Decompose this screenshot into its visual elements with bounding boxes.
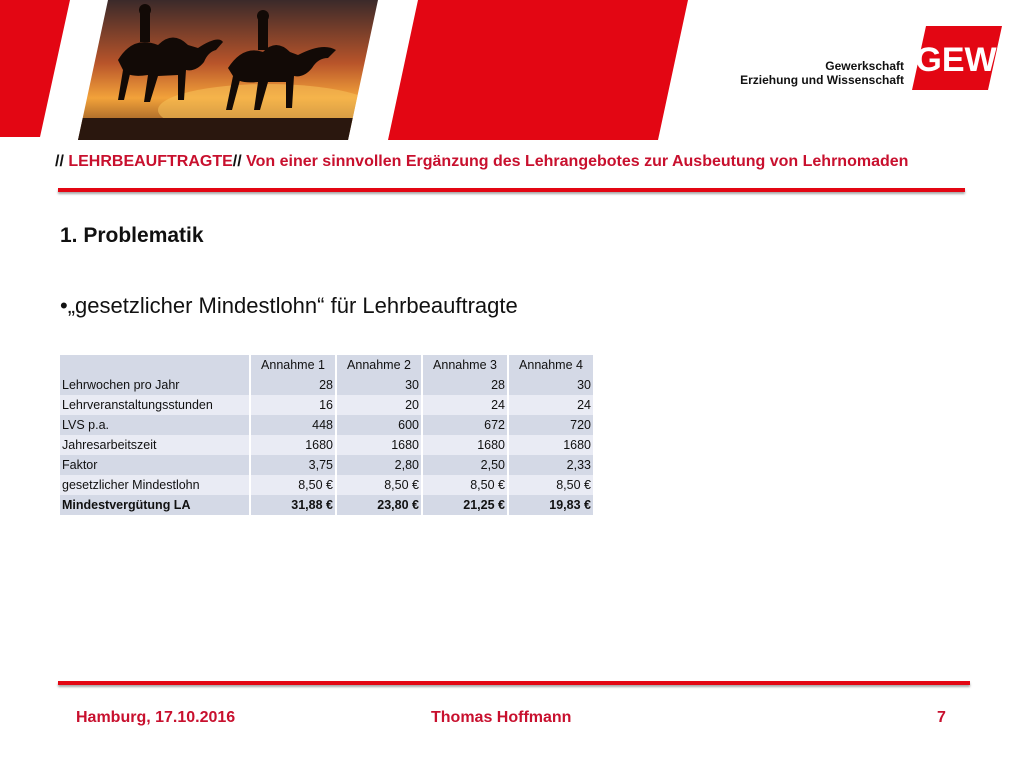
table-cell: 8,50 €: [423, 475, 507, 495]
bullet-point: •„gesetzlicher Mindestlohn“ für Lehrbeauftragte: [60, 293, 518, 318]
page-number: 7: [937, 709, 946, 726]
footer-author: Thomas Hoffmann: [431, 709, 572, 726]
title-separator: //: [232, 153, 247, 170]
table-cell: Faktor: [60, 455, 249, 475]
table-cell: 21,25 €: [423, 495, 507, 515]
table-header-cell: Annahme 3: [423, 355, 507, 375]
table-row: [60, 375, 593, 395]
table-cell: 2,50: [423, 455, 507, 475]
red-banner-center: [388, 0, 688, 140]
footer-place-date: Hamburg, 17.10.2016: [76, 709, 236, 726]
table-row: [60, 395, 593, 415]
table-cell: Jahresarbeitszeit: [60, 435, 249, 455]
camel-sunset-photo: [78, 0, 378, 140]
table-cell: 8,50 €: [337, 475, 421, 495]
divider-top: [58, 188, 965, 192]
table-cell: 3,75: [251, 455, 335, 475]
table-cell: 720: [509, 415, 593, 435]
org-name-line1: Gewerkschaft: [825, 59, 904, 73]
data-table: [58, 355, 595, 515]
table-cell: 28: [251, 375, 335, 395]
table-row: [60, 455, 593, 475]
table-cell: 20: [337, 395, 421, 415]
table-cell: 19,83 €: [509, 495, 593, 515]
table-cell: 30: [509, 375, 593, 395]
table-row-total: [60, 495, 593, 515]
table-cell: 2,80: [337, 455, 421, 475]
table-cell: 16: [251, 395, 335, 415]
org-name: [740, 59, 904, 87]
table-cell: 1680: [251, 435, 335, 455]
table-cell: 672: [423, 415, 507, 435]
table-cell: 23,80 €: [337, 495, 421, 515]
table-cell: 448: [251, 415, 335, 435]
table-cell: 8,50 €: [509, 475, 593, 495]
table-row: [60, 475, 593, 495]
table-row: [60, 415, 593, 435]
divider-bottom: [58, 681, 970, 685]
table-cell: 30: [337, 375, 421, 395]
table-header-row: [60, 355, 593, 375]
logo-text: GEW: [915, 41, 997, 79]
table-cell: 600: [337, 415, 421, 435]
table-header-cell: Annahme 2: [337, 355, 421, 375]
table-cell: gesetzlicher Mindestlohn: [60, 475, 249, 495]
table-cell: 31,88 €: [251, 495, 335, 515]
table-cell: LVS p.a.: [60, 415, 249, 435]
table-header-cell: Annahme 4: [509, 355, 593, 375]
title-rest: Von einer sinnvollen Ergänzung des Lehrangebotes zur Ausbeutung von Lehrnomaden: [246, 153, 909, 170]
title-highlight: LEHRBEAUFTRAGTE: [68, 153, 233, 170]
slide-title: [55, 153, 908, 171]
table-header-cell: [60, 355, 249, 375]
org-name-line2: Erziehung und Wissenschaft: [740, 73, 904, 87]
table-cell: 24: [509, 395, 593, 415]
table-cell: Lehrveranstaltungsstunden: [60, 395, 249, 415]
title-prefix: //: [55, 153, 69, 170]
table-cell: 2,33: [509, 455, 593, 475]
table-cell: 1680: [423, 435, 507, 455]
table-row: [60, 435, 593, 455]
table-cell: 8,50 €: [251, 475, 335, 495]
gew-logo: [912, 26, 1002, 90]
table-cell: Mindestvergütung LA: [60, 495, 249, 515]
table-cell: Lehrwochen pro Jahr: [60, 375, 249, 395]
table-cell: 28: [423, 375, 507, 395]
table-cell: 24: [423, 395, 507, 415]
table-cell: 1680: [509, 435, 593, 455]
section-heading: 1. Problematik: [60, 224, 204, 247]
table-cell: 1680: [337, 435, 421, 455]
table-header-cell: Annahme 1: [251, 355, 335, 375]
red-banner-left: [0, 0, 70, 137]
